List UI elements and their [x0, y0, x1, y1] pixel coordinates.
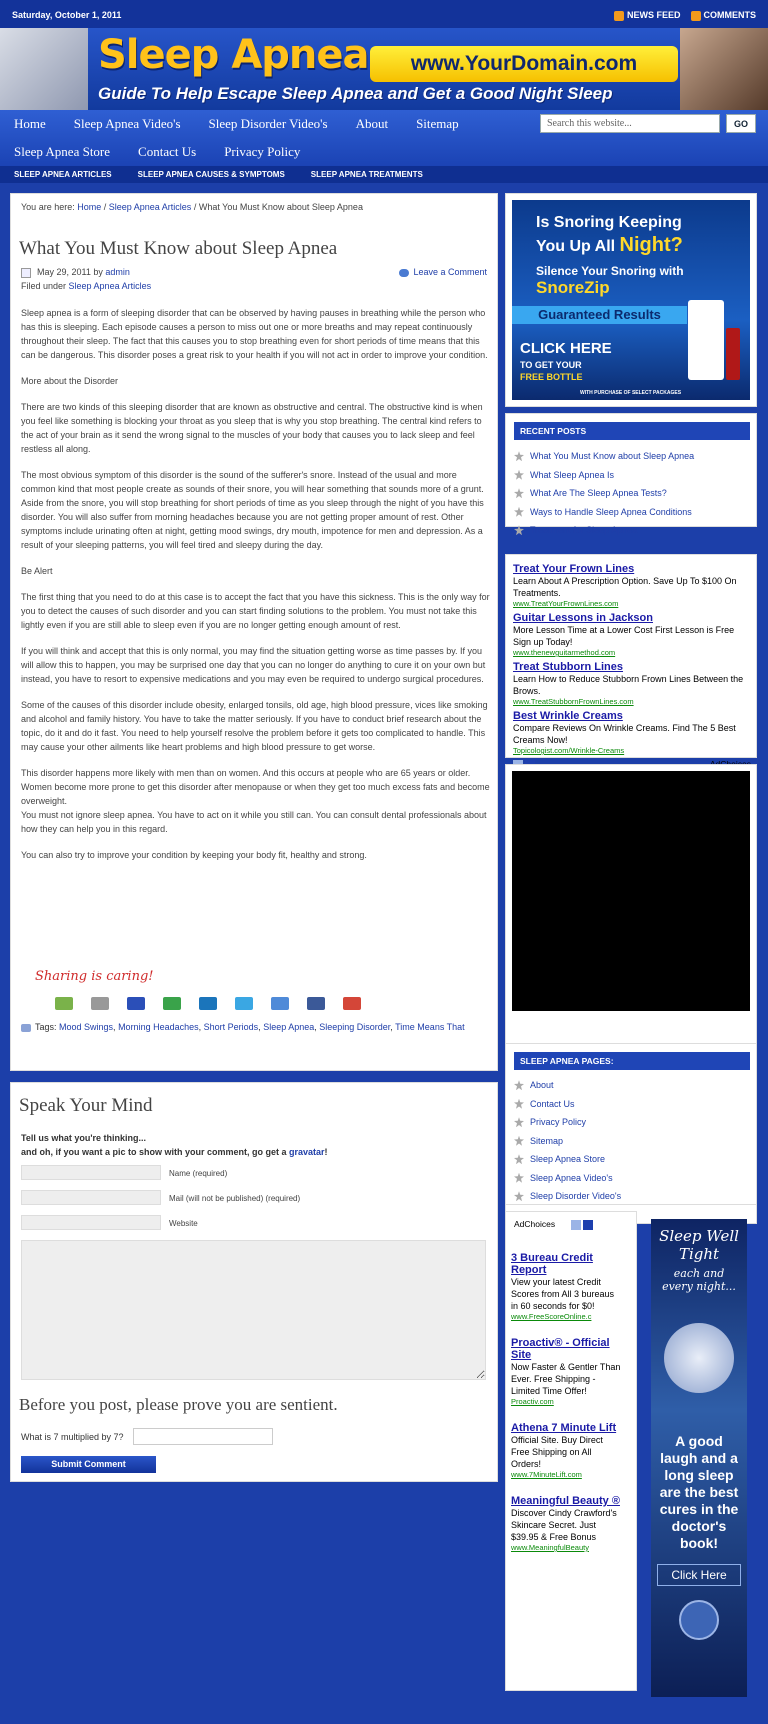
post-paragraph: Some of the causes of this disorder include obesity, enlarged tonsils, old age, high blood pressure, vices like smoking and alcohol and family history. You have to take the matter seriously. If you have to conduct brief research about the topic, do it and do it fast. You need to help yourself resolve the problem before it gets too complicated to handle. This may cause your other ailments like heart problems and high blood pressure to get worse.	[21, 700, 488, 752]
page-item[interactable]	[514, 1095, 750, 1114]
snorezip-ad-box	[505, 193, 757, 407]
share-icon-1[interactable]	[55, 997, 73, 1010]
star-icon	[514, 470, 524, 480]
site-tagline: Guide To Help Escape Sleep Apnea and Get a Good Night Sleep	[98, 84, 613, 103]
ad-title[interactable]: Meaningful Beauty ®	[511, 1495, 620, 1507]
breadcrumb-sep: /	[191, 202, 199, 212]
nav-row-2	[0, 138, 314, 166]
post-paragraph: The first thing that you need to do at this case is to accept the fact that you have this sickness. This is the only way for you to detect the causes of such disorder and you can start finding solutions to the problem. You must not take this lightly even if you are still able to sleep even if you are no longer getting enough amount of rest.	[21, 592, 490, 630]
calendar-icon	[21, 268, 31, 278]
email-field[interactable]	[21, 1190, 161, 1205]
tag-icon	[21, 1024, 31, 1032]
ad-prev-icon[interactable]	[571, 1220, 581, 1230]
ad-description: More Lesson Time at a Lower Cost First Lesson is Free Sign up Today!	[513, 625, 735, 647]
star-icon	[514, 1191, 524, 1201]
star-icon	[514, 1154, 524, 1164]
comment-form	[10, 1082, 498, 1482]
top-bar	[0, 0, 768, 28]
post-paragraph: You can also try to improve your condition by keeping your body fit, healthy and strong.	[21, 850, 367, 860]
post-subheading: Be Alert	[21, 566, 53, 576]
sleepwell-quote: A good laugh and a long sleep are the best cures in the doctor's book!	[659, 1433, 739, 1551]
ad-title[interactable]: Proactiv® - Official Site	[511, 1337, 610, 1361]
nav-sitemap[interactable]: Sitemap	[416, 116, 459, 131]
promo-line2b: Night?	[619, 234, 683, 256]
ad-list	[513, 563, 751, 770]
comment-intro-line2	[21, 1145, 328, 1159]
twitter-share-icon[interactable]	[235, 997, 253, 1010]
ad-title[interactable]: Athena 7 Minute Lift	[511, 1422, 617, 1434]
comment-bubble-icon	[399, 269, 409, 277]
ad-url[interactable]: www.TreatYourFrownLines.com	[513, 599, 619, 608]
gmail-share-icon[interactable]	[343, 997, 361, 1010]
recent-post-link[interactable]: Ways to Handle Sleep Apnea Conditions	[530, 506, 692, 517]
pages-box	[505, 1043, 757, 1205]
page-link[interactable]: Contact Us	[530, 1098, 575, 1109]
post-subheading: More about the Disorder	[21, 376, 119, 386]
ad-title[interactable]: Treat Stubborn Lines	[513, 661, 624, 673]
star-icon	[514, 1173, 524, 1183]
promo-guaranteed: Guaranteed Results	[512, 306, 687, 324]
sleepwell-ad[interactable]	[645, 1211, 757, 1691]
comment-form-title: Speak Your Mind	[19, 1095, 153, 1116]
post-date: May 29, 2011 by	[37, 267, 106, 277]
post-content	[10, 193, 498, 1071]
tag-link[interactable]: Mood Swings	[59, 1022, 114, 1032]
recent-post-item[interactable]	[514, 503, 750, 522]
sleepwell-line1: Sleep Well	[659, 1227, 739, 1245]
ad-item[interactable]	[513, 563, 751, 608]
post-body	[21, 306, 491, 874]
snorezip-banner[interactable]	[512, 200, 750, 400]
ad-description: Compare Reviews On Wrinkle Creams. Find The 5 Best Creams Now!	[513, 723, 736, 745]
ad-url[interactable]: www.7MinuteLift.com	[511, 1470, 582, 1479]
recent-posts-title: RECENT POSTS	[514, 422, 750, 440]
page-item[interactable]	[514, 1076, 750, 1095]
ad-url[interactable]: www.TreatStubbornFrownLines.com	[513, 697, 634, 706]
ad-url[interactable]: www.MeaningfulBeauty	[511, 1543, 589, 1552]
share-icon-4[interactable]	[163, 997, 181, 1010]
post-paragraph: There are two kinds of this sleeping disorder that are known as obstructive and central. The obstructive kind is when you feel like something is blocking your throat as you sleep that is why you stop breathing. The central kind refers to the act of your brain as it send the wrong signal to the muscles of your body that causes you to lack sleep and feel restless all along.	[21, 402, 483, 454]
search-form	[540, 114, 756, 133]
promo-line2	[536, 234, 683, 257]
share-icon-7[interactable]	[271, 997, 289, 1010]
post-author-link[interactable]: admin	[105, 267, 130, 277]
ad-title[interactable]: Treat Your Frown Lines	[513, 563, 635, 575]
tag-link[interactable]: Short Periods	[203, 1022, 259, 1032]
snorezip-spray-image	[726, 328, 740, 380]
leave-comment-label: Leave a Comment	[413, 267, 487, 277]
share-icons	[55, 997, 361, 1010]
nav-privacy-policy[interactable]: Privacy Policy	[224, 144, 301, 159]
comments-feed-label: COMMENTS	[703, 10, 756, 20]
pages-title: SLEEP APNEA PAGES:	[514, 1052, 750, 1070]
news-feed-label: NEWS FEED	[626, 10, 681, 20]
search-input[interactable]	[540, 114, 720, 133]
alarm-clock-icon	[679, 1600, 719, 1640]
ad-title[interactable]: 3 Bureau Credit Report	[511, 1252, 593, 1276]
star-icon	[514, 1080, 524, 1090]
post-paragraph: Sleep apnea is a form of sleeping disorder that can be observed by having pauses in breathing while the person who has this is sleeping. Each episode causes a person to miss out one or more breaths and may repeat continuously throughout their sleep. The fact that this causes you to stop breathing even for short periods of time means that this can be dangerous. This disorder poses a great risk to your health if you will not act in order to improve your condition.	[21, 308, 488, 360]
ad-description: Official Site. Buy Direct Free Shipping on All Orders!	[511, 1435, 603, 1469]
breadcrumb	[21, 202, 363, 212]
ad-item[interactable]	[513, 710, 751, 755]
cat-causes-symptoms[interactable]: SLEEP APNEA CAUSES & SYMPTOMS	[137, 170, 285, 179]
facebook-share-icon[interactable]	[307, 997, 325, 1010]
star-icon	[514, 1117, 524, 1127]
recent-post-link[interactable]: What Sleep Apnea Is	[530, 469, 615, 480]
post-category-link[interactable]: Sleep Apnea Articles	[68, 281, 152, 291]
nav-sleep-apnea-store[interactable]: Sleep Apnea Store	[14, 144, 111, 159]
page-item[interactable]	[514, 1113, 750, 1132]
comment-intro-text: and oh, if you want a pic to show with your comment, go get a	[21, 1147, 290, 1157]
nav-row-1	[0, 110, 473, 138]
recent-post-item[interactable]	[514, 521, 750, 540]
website-field[interactable]	[21, 1215, 161, 1230]
star-icon	[514, 488, 524, 498]
page-item[interactable]	[514, 1169, 750, 1188]
promo-line2a: You Up All	[536, 238, 620, 255]
sleeping-woman-photo	[0, 28, 88, 110]
tags-prefix: Tags:	[35, 1022, 60, 1032]
site-logo: Sleep Apnea	[98, 32, 369, 78]
domain-badge: www.YourDomain.com	[370, 46, 678, 82]
captcha-answer-input[interactable]	[133, 1428, 273, 1445]
ad-item[interactable]	[511, 1422, 621, 1479]
post-filed-under	[21, 281, 151, 291]
ad2-header	[514, 1219, 595, 1230]
breadcrumb-sep: /	[101, 202, 109, 212]
sleepwell-click-here[interactable]: Click Here	[657, 1564, 741, 1586]
nav-contact-us[interactable]: Contact Us	[138, 144, 197, 159]
sharing-bar	[25, 969, 495, 1011]
ad-description: Learn How to Reduce Stubborn Frown Lines Between the Brows.	[513, 674, 744, 696]
sleepwell-line3: each and every night...	[662, 1267, 736, 1293]
promo-line1: Is Snoring Keeping	[536, 214, 682, 231]
recent-post-link[interactable]: What You Must Know about Sleep Apnea	[530, 451, 695, 462]
captcha-question: What is 7 multiplied by 7?	[21, 1432, 124, 1442]
tag-link[interactable]: Sleep Apnea	[263, 1022, 315, 1032]
feed-links	[614, 10, 756, 21]
rss-icon	[691, 11, 701, 21]
site-banner[interactable]	[0, 28, 768, 110]
recent-posts-box	[505, 413, 757, 536]
ad-block-2	[505, 1211, 637, 1691]
news-feed-link[interactable]	[614, 10, 681, 21]
promo-line4: SnoreZip	[536, 278, 610, 297]
main-nav	[0, 110, 768, 166]
comment-intro-end: !	[324, 1147, 328, 1157]
linkedin-share-icon[interactable]	[199, 997, 217, 1010]
ad-item[interactable]	[511, 1252, 621, 1321]
ad-title[interactable]: Best Wrinkle Creams	[513, 710, 623, 722]
nav-sleep-disorder-videos[interactable]: Sleep Disorder Video's	[208, 116, 328, 131]
share-icon-3[interactable]	[127, 997, 145, 1010]
star-icon	[514, 451, 524, 461]
ad-description: View your latest Credit Scores from All 3 bureaus in 60 seconds for $0!	[511, 1277, 615, 1311]
comment-intro	[21, 1131, 328, 1159]
category-nav	[0, 166, 768, 183]
rss-icon	[614, 11, 624, 21]
website-field-label: Website	[169, 1219, 198, 1228]
breadcrumb-current: What You Must Know about Sleep Apnea	[198, 202, 363, 212]
cat-articles[interactable]: SLEEP APNEA ARTICLES	[14, 170, 112, 179]
comments-feed-link[interactable]	[691, 10, 757, 21]
ad-description: Now Faster & Gentler Than Ever. Free Shipping - Limited Time Offer!	[511, 1362, 621, 1396]
page-link[interactable]: About	[530, 1080, 554, 1091]
post-paragraph: The most obvious symptom of this disorder is the sound of the sufferer's snore. Instead of the usual and more common kind that most people create as sounds of their snore, you will hear something that sounds more of a grunt. Aside from the snore, you will stop breathing for short periods of time as you sleep through the night of you have this disorder. You will also suffer from morning headaches because you are not getting proper amount of rest. Other symptoms include urinating often at night, getting mood swings, dry mouth, impotence for men and depression. As a result of your sleeping patterns, you will feel tired and sleepy during the day.	[21, 470, 484, 550]
pages-list	[514, 1076, 750, 1206]
gravatar-link[interactable]: gravatar	[289, 1147, 325, 1157]
star-icon	[514, 1099, 524, 1109]
filed-prefix: Filed under	[21, 281, 69, 291]
comment-intro-line1: Tell us what you're thinking...	[21, 1133, 146, 1143]
ad-item[interactable]	[511, 1495, 621, 1552]
promo-to-get: TO GET YOUR	[520, 360, 582, 370]
ad-item[interactable]	[511, 1337, 621, 1406]
ad2-nav	[571, 1219, 595, 1229]
page-link[interactable]: Sitemap	[530, 1135, 564, 1146]
ad-next-icon[interactable]	[583, 1220, 593, 1230]
recent-post-link[interactable]: What Are The Sleep Apnea Tests?	[530, 488, 667, 499]
ad-url[interactable]: Proactiv.com	[511, 1397, 554, 1406]
submit-comment-button[interactable]: Submit Comment	[21, 1456, 156, 1473]
recent-post-link[interactable]: Treatment for Sleep Apnea	[530, 525, 638, 536]
ad-item[interactable]	[513, 612, 751, 657]
search-go-button[interactable]: GO	[726, 114, 756, 133]
adchoices-label[interactable]: AdChoices	[514, 1219, 556, 1229]
ad-description: Discover Cindy Crawford's Skincare Secret. Just $39.95 & Free Bonus	[511, 1508, 617, 1542]
ad2-list	[511, 1252, 621, 1568]
ad-item[interactable]	[513, 661, 751, 706]
post-title: What You Must Know about Sleep Apnea	[19, 238, 338, 259]
ad-url[interactable]: Topicologist.com/Wrinkle-Creams	[513, 746, 625, 755]
nav-home[interactable]: Home	[14, 116, 46, 131]
ad-url[interactable]: www.FreeScoreOnline.c	[511, 1312, 592, 1321]
breadcrumb-prefix: You are here:	[21, 202, 78, 212]
comment-textarea[interactable]	[21, 1240, 486, 1380]
sharing-is-caring-label: Sharing is caring!	[35, 969, 154, 984]
page-link[interactable]: Sleep Apnea Video's	[530, 1172, 613, 1183]
post-meta	[21, 267, 130, 278]
name-field[interactable]	[21, 1165, 161, 1180]
leave-comment-link[interactable]	[399, 267, 487, 277]
breadcrumb-category[interactable]: Sleep Apnea Articles	[108, 202, 192, 212]
ad-title[interactable]: Guitar Lessons in Jackson	[513, 612, 653, 624]
ad-block-1	[505, 554, 757, 758]
page-link[interactable]: Privacy Policy	[530, 1117, 587, 1128]
page-item[interactable]	[514, 1132, 750, 1151]
captcha-title: Before you post, please prove you are sentient.	[19, 1395, 338, 1414]
name-field-label: Name (required)	[169, 1169, 228, 1178]
current-date: Saturday, October 1, 2011	[12, 10, 122, 20]
post-paragraph: This disorder happens more likely with men than on women. And this occurs at people who are 65 years or older. Women become more prone to get this disorder after menopause or when they get too much excess fats and become overweight. You must not ignore sleep apnea. You have to act on it while you still can. You can consult dental professionals about how they can help you in this regard.	[21, 768, 490, 834]
post-tags: Tags: Mood Swings, Morning Headaches, Short Periods, Sleep Apnea, Sleeping Disorder, Time Means That	[21, 1020, 491, 1034]
promo-click-here: CLICK HERE	[520, 340, 612, 357]
star-icon	[514, 507, 524, 517]
cat-treatments[interactable]: SLEEP APNEA TREATMENTS	[310, 170, 423, 179]
tag-link[interactable]: Time Means That	[395, 1022, 465, 1032]
promo-free-bottle: FREE BOTTLE	[520, 372, 583, 382]
page-item[interactable]	[514, 1150, 750, 1169]
tag-link[interactable]: Sleeping Disorder	[319, 1022, 391, 1032]
sleepwell-banner[interactable]	[651, 1219, 747, 1697]
nav-sleep-apnea-videos[interactable]: Sleep Apnea Video's	[73, 116, 181, 131]
ad-url[interactable]: www.thenewguitarmethod.com	[513, 648, 616, 657]
breadcrumb-home[interactable]: Home	[77, 202, 102, 212]
moon-image	[664, 1323, 734, 1393]
recent-posts-list	[514, 447, 750, 540]
sleepwell-line2: Tight	[678, 1245, 720, 1263]
star-icon	[514, 525, 524, 535]
recent-post-item[interactable]	[514, 466, 750, 485]
ad-description: Learn About A Prescription Option. Save Up To $100 On Treatments.	[513, 576, 737, 598]
promo-fineprint: WITH PURCHASE OF SELECT PACKAGES	[580, 390, 682, 396]
nav-about[interactable]: About	[355, 116, 389, 131]
recent-post-item[interactable]	[514, 447, 750, 466]
page-link[interactable]: Sleep Disorder Video's	[530, 1191, 622, 1202]
page-link[interactable]: Sleep Apnea Store	[530, 1154, 606, 1165]
snorezip-box-image	[688, 300, 724, 380]
tag-link[interactable]: Morning Headaches	[118, 1022, 199, 1032]
email-field-label: Mail (will not be published) (required)	[169, 1194, 301, 1203]
video-player[interactable]	[512, 771, 750, 1011]
promo-line3: Silence Your Snoring with	[536, 264, 684, 278]
share-icon-2[interactable]	[91, 997, 109, 1010]
star-icon	[514, 1136, 524, 1146]
yawning-man-photo	[680, 28, 768, 110]
post-paragraph: If you will think and accept that this is only normal, you may find the situation getting worse as time passes by. If you will allow this to happen, you may be surprised one day that you can no longer do anything to cure it on your own but instead, you have to resort to expensive medications and you may even be required to undergo surgical procedures.	[21, 646, 486, 684]
recent-post-item[interactable]	[514, 484, 750, 503]
page-item[interactable]	[514, 1187, 750, 1206]
